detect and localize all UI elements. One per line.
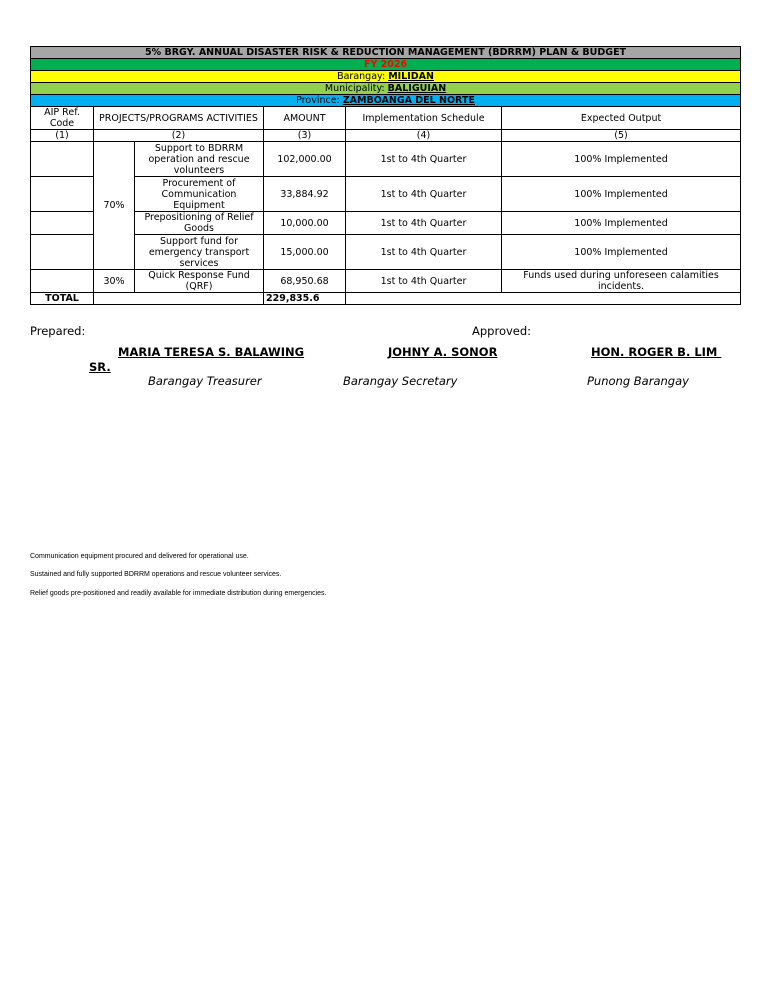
col-number-2: (2) [94,130,264,142]
aip-cell [31,270,94,293]
barangay-label: Barangay: [337,71,389,82]
secretary-name: JOHNY A. SONOR [388,345,498,359]
allocation-percent: 70% [94,142,135,270]
col-header-amount: AMOUNT [264,107,346,130]
total-label: TOTAL [31,293,94,305]
schedule-cell: 1st to 4th Quarter [346,177,502,212]
secretary-title: Barangay Secretary [343,374,458,388]
total-blank [94,293,264,305]
aip-cell [31,142,94,177]
budget-sheet [30,46,740,305]
output-cell: 100% Implemented [502,235,741,270]
col-header-output: Expected Output [502,107,741,130]
province-value: ZAMBOANGA DEL NORTE [342,95,475,106]
aip-cell [31,177,94,212]
output-cell: 100% Implemented [502,212,741,235]
output-cell: 100% Implemented [502,142,741,177]
amount-cell: 15,000.00 [264,235,346,270]
amount-cell: 68,950.68 [264,270,346,293]
province-label: Province: [296,95,343,106]
note-communication: Communication equipment procured and delivered for operational use. [30,553,249,560]
barangay-value: MILIDAN [388,71,434,82]
schedule-cell: 1st to 4th Quarter [346,142,502,177]
col-number-4: (4) [346,130,502,142]
table-row [31,212,741,235]
captain-name: HON. ROGER B. LIM [591,345,722,359]
schedule-cell: 1st to 4th Quarter [346,270,502,293]
activity-cell: Support fund for emergency transport services [135,235,264,270]
output-cell: Funds used during unforeseen calamities incidents. [502,270,741,293]
province-row [31,95,741,107]
allocation-percent: 30% [94,270,135,293]
approved-label: Approved: [472,324,532,338]
plan-title: 5% BRGY. ANNUAL DISASTER RISK & REDUCTION MANAGEMENT (BDRRM) PLAN & BUDGET [31,47,741,59]
total-amount: 229,835.6 [264,293,346,305]
table-row [31,142,741,177]
municipality-value: BALIGUIAN [387,83,447,94]
activity-cell: Procurement of Communication Equipment [135,177,264,212]
col-number-5: (5) [502,130,741,142]
col-number-1: (1) [31,130,94,142]
municipality-label: Municipality: [324,83,388,94]
activity-cell: Prepositioning of Relief Goods [135,212,264,235]
total-blank-right [346,293,741,305]
col-number-3: (3) [264,130,346,142]
col-header-projects: PROJECTS/PROGRAMS ACTIVITIES [94,107,264,130]
table-row [31,177,741,212]
total-row [31,293,741,305]
amount-cell: 10,000.00 [264,212,346,235]
col-header-schedule: Implementation Schedule [346,107,502,130]
note-operations: Sustained and fully supported BDRRM operations and rescue volunteer services. [30,571,282,578]
table-row [31,235,741,270]
fiscal-year: FY 2026 [31,59,741,71]
aip-cell [31,235,94,270]
schedule-cell: 1st to 4th Quarter [346,212,502,235]
prepared-label: Prepared: [30,324,86,338]
municipality-row [31,83,741,95]
note-relief-goods: Relief goods pre-positioned and readily available for immediate distribution during emergencies. [30,590,327,597]
amount-cell: 33,884.92 [264,177,346,212]
amount-cell: 102,000.00 [264,142,346,177]
aip-cell [31,212,94,235]
output-cell: 100% Implemented [502,177,741,212]
col-header-aip: AIP Ref. Code [31,107,94,130]
captain-title: Punong Barangay [587,374,689,388]
schedule-cell: 1st to 4th Quarter [346,235,502,270]
activity-cell: Support to BDRRM operation and rescue volunteers [135,142,264,177]
bdrrm-table [30,46,741,305]
treasurer-name-suffix: SR. [89,360,111,374]
barangay-row [31,71,741,83]
activity-cell: Quick Response Fund (QRF) [135,270,264,293]
treasurer-title: Barangay Treasurer [148,374,262,388]
table-row [31,270,741,293]
treasurer-name: MARIA TERESA S. BALAWING [118,345,305,359]
